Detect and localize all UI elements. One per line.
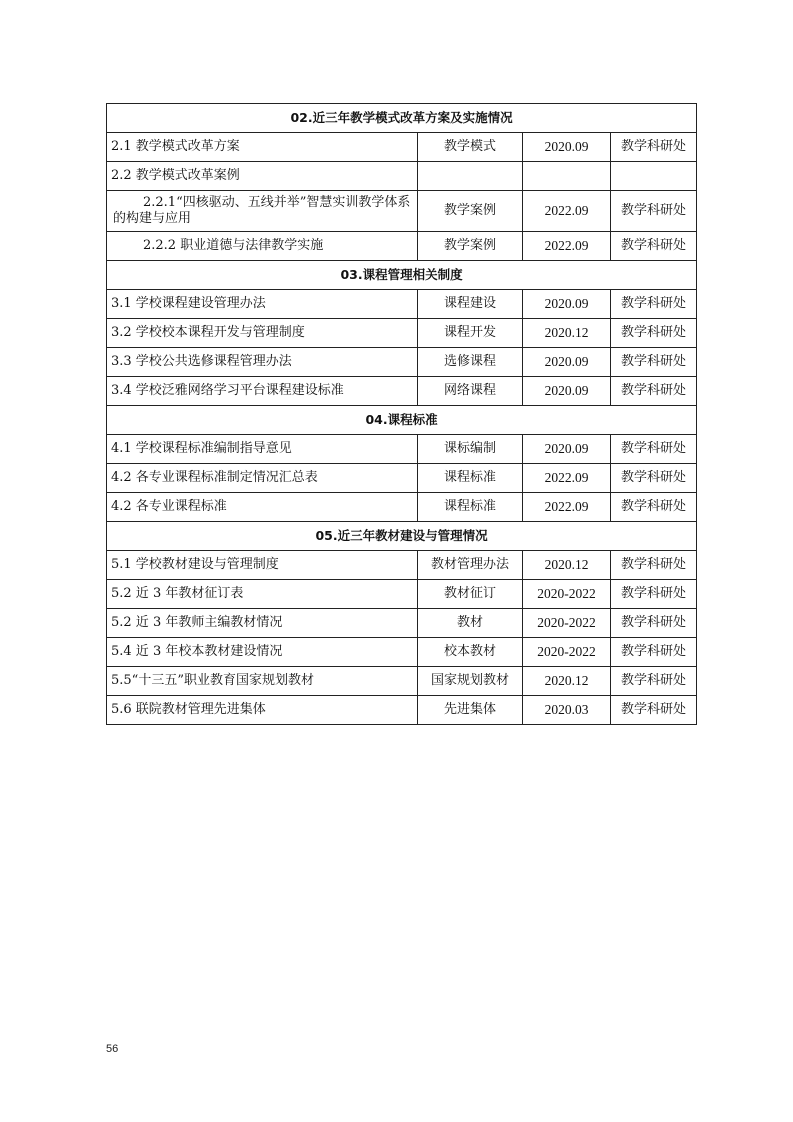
- document-title: 4.2 各专业课程标准: [107, 493, 418, 522]
- document-department: [611, 162, 697, 191]
- document-title: 5.5“十三五”职业教育国家规划教材: [107, 667, 418, 696]
- document-date: 2020.09: [523, 435, 611, 464]
- document-title: 5.2 近 3 年教材征订表: [107, 580, 418, 609]
- page-number: 56: [106, 1043, 119, 1055]
- document-date: 2020.09: [523, 133, 611, 162]
- document-category: 教材征订: [418, 580, 523, 609]
- document-category: 课程建设: [418, 290, 523, 319]
- document-category: 课程标准: [418, 493, 523, 522]
- document-date: 2020.09: [523, 377, 611, 406]
- document-department: 教学科研处: [611, 464, 697, 493]
- table-row: [107, 609, 697, 638]
- document-department: 教学科研处: [611, 609, 697, 638]
- document-category: 教材: [418, 609, 523, 638]
- document-title: 5.4 近 3 年校本教材建设情况: [107, 638, 418, 667]
- document-department: 教学科研处: [611, 290, 697, 319]
- document-index-table: [106, 103, 697, 725]
- document-date: 2020.12: [523, 667, 611, 696]
- document-category: [418, 162, 523, 191]
- document-date: 2020-2022: [523, 638, 611, 667]
- document-date: 2020.12: [523, 319, 611, 348]
- document-date: 2022.09: [523, 464, 611, 493]
- document-category: 课程标准: [418, 464, 523, 493]
- document-date: 2020.09: [523, 348, 611, 377]
- document-department: 教学科研处: [611, 493, 697, 522]
- document-category: 教学模式: [418, 133, 523, 162]
- document-title: 3.1 学校课程建设管理办法: [107, 290, 418, 319]
- table-row: [107, 319, 697, 348]
- document-department: 教学科研处: [611, 580, 697, 609]
- section-header-row: [107, 261, 697, 290]
- section-title: 05.近三年教材建设与管理情况: [107, 522, 697, 551]
- table-row: [107, 551, 697, 580]
- document-department: 教学科研处: [611, 191, 697, 232]
- table-row: [107, 580, 697, 609]
- table-row: [107, 232, 697, 261]
- table-row: [107, 377, 697, 406]
- table-row: [107, 435, 697, 464]
- document-title: 5.1 学校教材建设与管理制度: [107, 551, 418, 580]
- document-title: 4.2 各专业课程标准制定情况汇总表: [107, 464, 418, 493]
- document-category: 教学案例: [418, 191, 523, 232]
- document-title: 2.2.1“四核驱动、五线并举”智慧实训教学体系的构建与应用: [107, 191, 418, 232]
- document-department: 教学科研处: [611, 435, 697, 464]
- section-title: 04.课程标准: [107, 406, 697, 435]
- document-date: 2020.09: [523, 290, 611, 319]
- document-category: 教材管理办法: [418, 551, 523, 580]
- document-department: 教学科研处: [611, 377, 697, 406]
- document-title: 3.3 学校公共选修课程管理办法: [107, 348, 418, 377]
- section-header-row: [107, 104, 697, 133]
- document-department: 教学科研处: [611, 348, 697, 377]
- document-category: 选修课程: [418, 348, 523, 377]
- document-title: 5.2 近 3 年教师主编教材情况: [107, 609, 418, 638]
- document-date: 2022.09: [523, 493, 611, 522]
- table-row: [107, 638, 697, 667]
- section-title: 03.课程管理相关制度: [107, 261, 697, 290]
- document-category: 教学案例: [418, 232, 523, 261]
- section-header-row: [107, 522, 697, 551]
- document-date: 2020-2022: [523, 580, 611, 609]
- document-category: 课标编制: [418, 435, 523, 464]
- document-title: 4.1 学校课程标准编制指导意见: [107, 435, 418, 464]
- table-row: [107, 290, 697, 319]
- document-department: 教学科研处: [611, 133, 697, 162]
- section-title: 02.近三年教学模式改革方案及实施情况: [107, 104, 697, 133]
- table-row: [107, 493, 697, 522]
- table-row: [107, 348, 697, 377]
- table-row: [107, 667, 697, 696]
- document-category: 先进集体: [418, 696, 523, 725]
- document-date: 2020.03: [523, 696, 611, 725]
- document-category: 校本教材: [418, 638, 523, 667]
- document-category: 课程开发: [418, 319, 523, 348]
- document-department: 教学科研处: [611, 232, 697, 261]
- document-department: 教学科研处: [611, 696, 697, 725]
- document-date: 2020.12: [523, 551, 611, 580]
- document-title: 2.1 教学模式改革方案: [107, 133, 418, 162]
- document-title: 2.2 教学模式改革案例: [107, 162, 418, 191]
- document-department: 教学科研处: [611, 638, 697, 667]
- document-title: 5.6 联院教材管理先进集体: [107, 696, 418, 725]
- table-row: [107, 696, 697, 725]
- document-date: 2022.09: [523, 232, 611, 261]
- document-date: 2020-2022: [523, 609, 611, 638]
- document-category: 网络课程: [418, 377, 523, 406]
- document-department: 教学科研处: [611, 319, 697, 348]
- document-date: 2022.09: [523, 191, 611, 232]
- table-row: [107, 191, 697, 232]
- document-department: 教学科研处: [611, 551, 697, 580]
- table-row: [107, 133, 697, 162]
- document-department: 教学科研处: [611, 667, 697, 696]
- document-title: 3.2 学校校本课程开发与管理制度: [107, 319, 418, 348]
- document-title: 3.4 学校泛雅网络学习平台课程建设标准: [107, 377, 418, 406]
- document-date: [523, 162, 611, 191]
- section-header-row: [107, 406, 697, 435]
- document-title: 2.2.2 职业道德与法律教学实施: [107, 232, 418, 261]
- table-row: [107, 162, 697, 191]
- document-category: 国家规划教材: [418, 667, 523, 696]
- table-row: [107, 464, 697, 493]
